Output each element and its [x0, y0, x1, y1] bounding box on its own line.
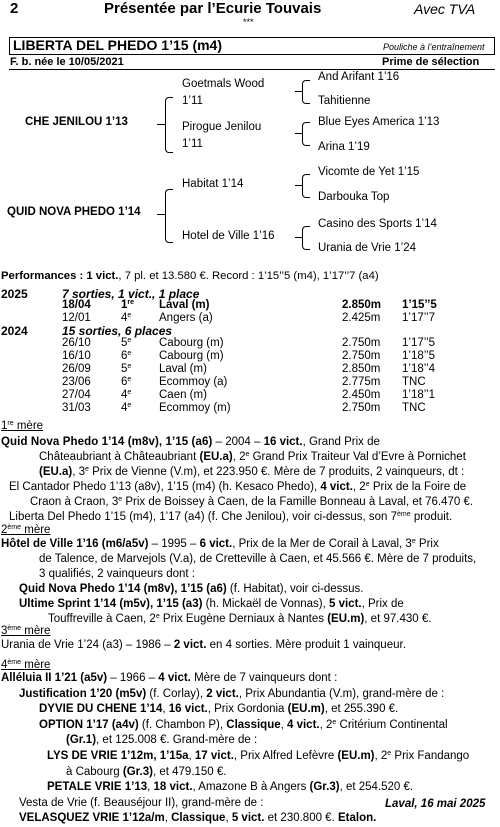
- season-year: 2024: [1, 324, 28, 338]
- race-distance: 2.750m: [342, 402, 381, 414]
- race-distance: 2.850m: [342, 363, 381, 375]
- race-time: 1’17’’5: [402, 337, 436, 349]
- pedigree-sire-dam: Pirogue Jenilou 1’11: [182, 121, 262, 150]
- race-track: Cabourg (m): [159, 337, 224, 349]
- race-track: Angers (a): [159, 312, 213, 324]
- race-time: 1’18’’1: [402, 389, 436, 401]
- pedigree-dam-sire: Habitat 1’14: [182, 178, 244, 190]
- title-stars: ***: [243, 17, 254, 27]
- race-place: 6e: [121, 376, 132, 388]
- pedigree-dam: QUID NOVA PHEDO 1’14: [7, 206, 141, 218]
- race-time: 1’17’’7: [402, 312, 436, 324]
- bracket-gp2-tick: [295, 133, 302, 134]
- pedigree-gp-3: Blue Eyes America 1’13: [318, 116, 440, 128]
- bracket-gp1-tick: [295, 91, 302, 92]
- race-distance: 2.775m: [342, 376, 381, 388]
- race-time: 1’15’’5: [402, 299, 437, 311]
- mere1-dam-name: Quid Nova Phedo 1’14 (m8v), 1’15 (a6): [1, 436, 213, 448]
- mere1-paragraph: Quid Nova Phedo 1’14 (m8v), 1’15 (a6) – 2004 – 16 vict., Grand Prix de Châteaubriant à Châteaubriant (EU.a), 2e Grand Prix Traiteur Val d’Evre à Pornichet (EU.a), 3e Prix de Vienne (V.m), et 223.950 €. Mère de 7 produits, 2 vainqueurs, dt : El Cantador Phedo 1’13 (a8v), 1’15 (m4) (h. Kesaco Phedo), 4 vict., 2e Prix de la Foire de Craon à Craon, 3e Prix de Boissey à Caen, de la Famille Bonneau à Laval, et 76.470 €. Liberta Del Phedo 1’15 (m4), 1’17 (a4) (f. Che Jenilou), voir ci-dessus, son 7ème produit.: [1, 436, 474, 523]
- race-track: Cabourg (m): [159, 350, 224, 362]
- horse-birth: F. b. née le 10/05/2021: [10, 56, 124, 68]
- pedigree-gp-2: Tahitienne: [318, 95, 371, 107]
- performances-wins: 1 vict.: [86, 270, 119, 282]
- race-time: TNC: [402, 402, 426, 414]
- race-place: 1re: [121, 299, 135, 311]
- bracket-dam: [165, 189, 173, 243]
- bracket-gp4: [302, 226, 310, 250]
- bracket-gp1: [302, 80, 310, 104]
- race-place: 4e: [121, 312, 132, 324]
- race-place: 5e: [121, 363, 132, 375]
- season-summary: 15 sorties, 6 places: [62, 324, 173, 338]
- race-track: Ecommoy (a): [159, 376, 228, 388]
- bracket-gp3: [302, 174, 310, 198]
- performances-label: Performances :: [1, 270, 84, 282]
- race-place: 5e: [121, 337, 132, 349]
- race-distance: 2.425m: [342, 312, 381, 324]
- horse-status: Pouliche à l’entraînement: [383, 42, 485, 52]
- mere4-paragraph: Alléluia II 1’21 (a5v) – 1966 – 4 vict. Mère de 7 vainqueurs dont : Justification 1’20 (m5v) (f. Corlay), 2 vict., Prix Abundantia (V.m), grand-mère de : DYVIE DU CHENE 1’14, 16 vict., Prix Gordonia (EU.m), et 255.390 €. OPTION 1’17 (a4v) (f. Chambon P), Classique, 4 vict., 2e Critérium Continental (Gr.1), et 125.008 €. Grand-mère de : LYS DE VRIE 1’12m, 1’15a, 17 vict., Prix Alfred Lefèvre (EU.m), 2e Prix Fandango à Cabourg (Gr.3), et 479.150 €. PETALE VRIE 1’13, 18 vict., Amazone B à Angers (Gr.3), et 254.520 €. Vesta de Vrie (f. Beauséjour II), grand-mère de : VELASQUEZ VRIE 1’12a/m, Classique, 5 vict. et 230.800 €. Etalon.: [1, 672, 470, 825]
- race-track: Laval (m): [159, 363, 207, 375]
- race-date: 26/09: [62, 363, 91, 375]
- race-time: 1’18’’5: [402, 350, 436, 362]
- race-distance: 2.750m: [342, 350, 381, 362]
- race-distance: 2.450m: [342, 389, 381, 401]
- season-summary: 7 sorties, 1 vict., 1 place: [62, 287, 200, 301]
- bracket-gp3-tick: [295, 185, 302, 186]
- mere3-heading: 3ème mère: [1, 625, 51, 637]
- race-place: 4e: [121, 389, 132, 401]
- header-tag: Avec TVA: [414, 1, 476, 17]
- footer-place-date: Laval, 16 mai 2025: [385, 798, 486, 810]
- pedigree-gp-7: Casino des Sports 1’14: [318, 218, 437, 230]
- race-time: 1’18’’4: [402, 363, 436, 375]
- header-rule: [9, 69, 495, 70]
- race-time: TNC: [402, 376, 426, 388]
- race-track: Ecommoy (m): [159, 402, 231, 414]
- pedigree-gp-6: Darbouka Top: [318, 191, 390, 203]
- pedigree-gp-5: Vicomte de Yet 1’15: [318, 166, 420, 178]
- race-date: 31/03: [62, 402, 91, 414]
- race-date: 26/10: [62, 337, 91, 349]
- pedigree-gp-1: And Arifant 1’16: [318, 71, 400, 83]
- bracket-sire-tick: [157, 124, 165, 125]
- pedigree-gp-4: Arina 1’19: [318, 141, 370, 153]
- mere4-dam-name: Alléluia II 1’21 (a5v): [1, 672, 108, 684]
- race-track: Caen (m): [159, 389, 207, 401]
- bracket-gp4-tick: [295, 237, 302, 238]
- page-number: 2: [10, 0, 19, 17]
- race-date: 12/01: [62, 312, 91, 324]
- pedigree-sire: CHE JENILOU 1’13: [25, 116, 128, 128]
- race-date: 18/04: [62, 299, 91, 311]
- race-date: 16/10: [62, 350, 91, 362]
- season-year: 2025: [1, 287, 28, 301]
- pedigree-dam-dam: Hotel de Ville 1’16: [182, 230, 275, 242]
- mere1-heading: 1re mère: [1, 420, 44, 432]
- bracket-gp2: [302, 122, 310, 146]
- race-date: 27/04: [62, 389, 91, 401]
- horse-name: LIBERTA DEL PHEDO 1’15 (m4): [13, 37, 223, 53]
- race-date: 23/06: [62, 376, 91, 388]
- race-place: 6e: [121, 350, 132, 362]
- mere2-paragraph: Hôtel de Ville 1’16 (m6/a5v) – 1995 – 6 vict., Prix de la Mer de Corail à Laval, 3e Prix de Talence, de Marvejols (V.a), de Cretteville à Caen, et 45.566 €. Mère de 7 produits, 3 qualifiés, 2 vainqueurs dont : Quid Nova Phedo 1’14 (m8v), 1’15 (a6) (f. Habitat), voir ci-dessus. Ultime Sprint 1’14 (m5v), 1’15 (a3) (h. Mickaël de Vonnas), 5 vict., Prix de Touffreville à Caen, 2e Prix Eugène Derniaux à Nantes (EU.m), et 97.430 €.: [1, 538, 477, 625]
- race-distance: 2.750m: [342, 337, 381, 349]
- bracket-dam-tick: [157, 214, 165, 215]
- pedigree-sire-sire: Goetmals Wood 1’11: [182, 78, 265, 107]
- race-place: 4e: [121, 402, 132, 414]
- mere4-heading: 4ème mère: [1, 659, 51, 671]
- mere2-heading: 2ème mère: [1, 524, 51, 536]
- pedigree-gp-8: Urania de Vrie 1’24: [318, 242, 417, 254]
- mere3-paragraph: Urania de Vrie 1’24 (a3) – 1986 – 2 vict. en 4 sorties. Mère produit 1 vainqueur.: [1, 639, 406, 651]
- horse-prize: Prime de sélection: [382, 56, 480, 68]
- bracket-sire: [165, 97, 173, 153]
- performances-rest: , 7 pl. et 13.580 €. Record : 1’15’’5 (m4), 1’17’’7 (a4): [118, 270, 379, 282]
- race-track: Laval (m): [159, 299, 210, 311]
- race-distance: 2.850m: [342, 299, 382, 311]
- performances-line: [1, 270, 379, 282]
- page-title: Présentée par l’Ecurie Touvais: [104, 0, 322, 17]
- mere2-dam-name: Hôtel de Ville 1’16 (m6/a5v): [1, 538, 149, 550]
